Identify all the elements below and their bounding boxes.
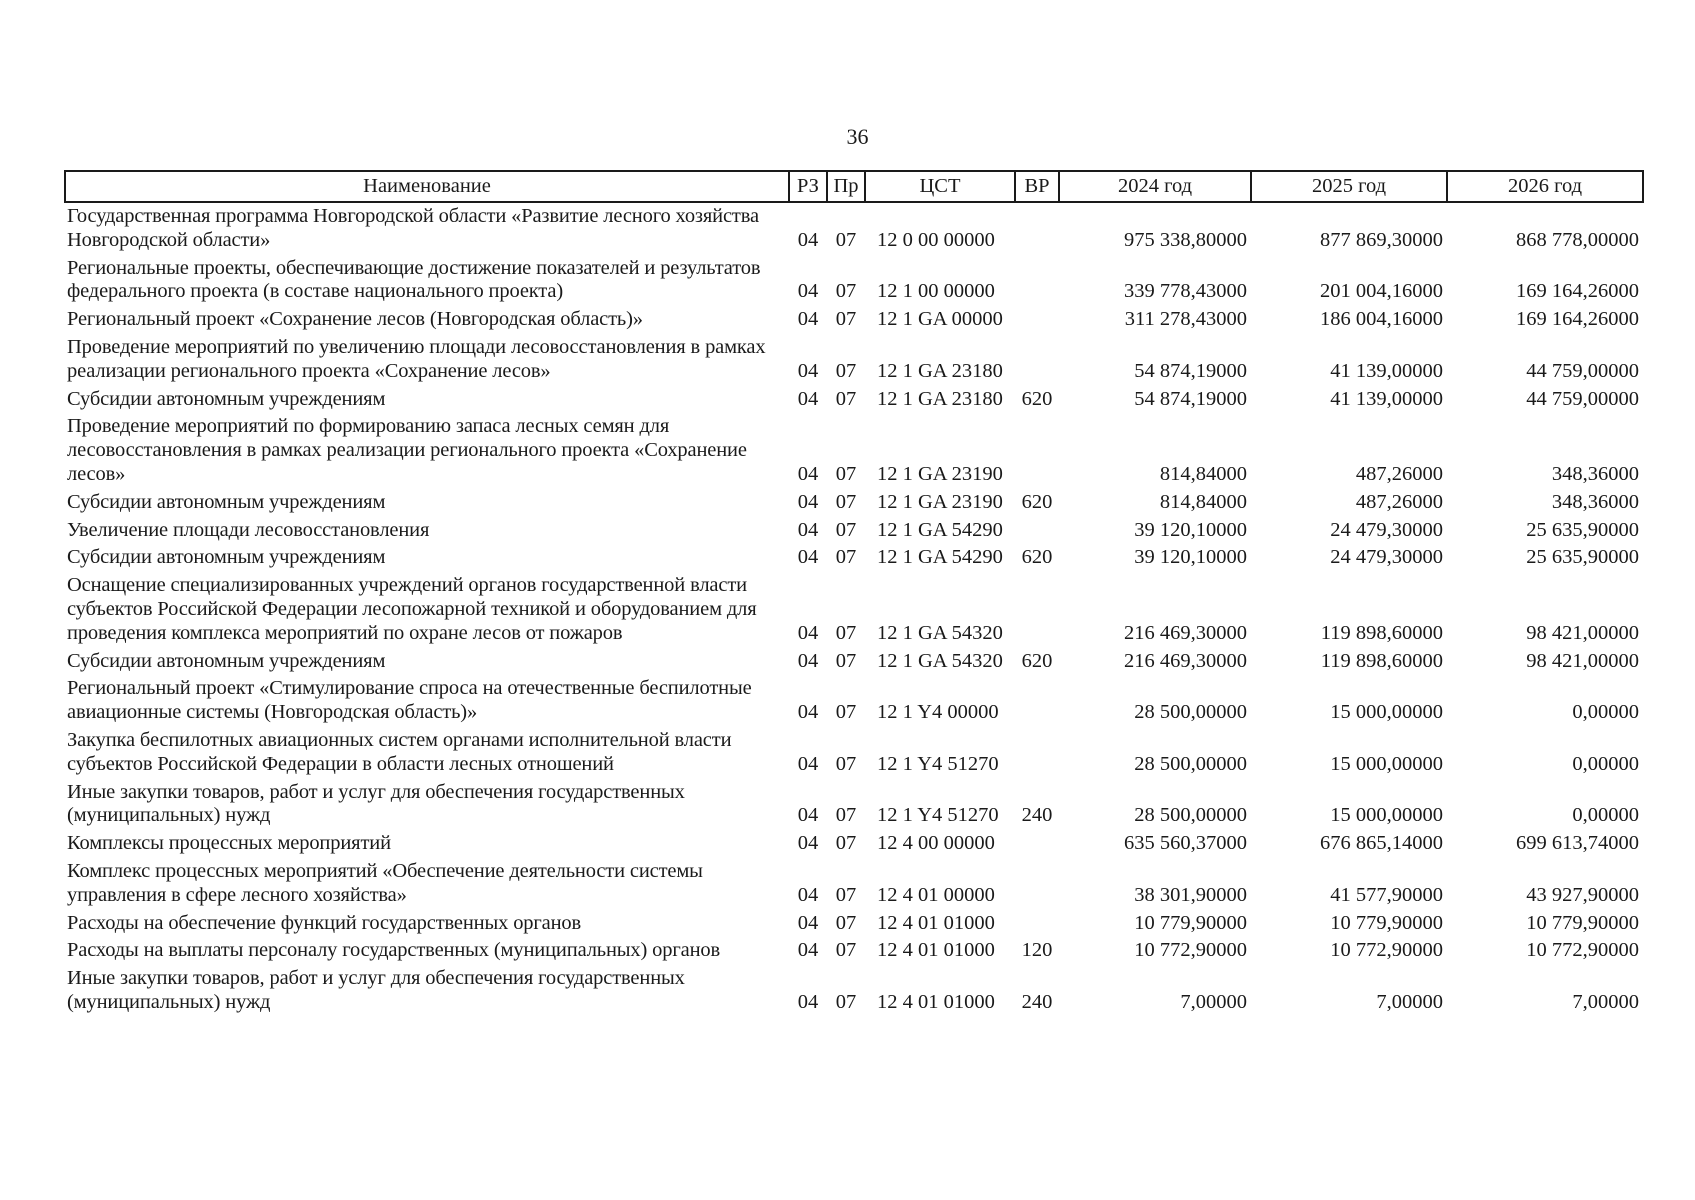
- row-amount-2024: 28 500,00000: [1134, 752, 1247, 775]
- table-row: [65, 858, 1643, 910]
- row-pr: 07: [835, 228, 857, 251]
- row-rz: 04: [797, 832, 819, 855]
- row-vr: 240: [1021, 804, 1053, 827]
- row-rz: 04: [797, 911, 819, 934]
- row-amount-2025: 41 139,00000: [1330, 387, 1443, 410]
- row-pr: 07: [835, 939, 857, 962]
- header-2024: 2024 год: [1059, 171, 1251, 202]
- row-pr: 07: [835, 490, 857, 513]
- row-vr: [1015, 255, 1059, 307]
- row-cst: 12 1 GA 23190: [877, 462, 1003, 485]
- row-name: Расходы на обеспечение функций государственных органов: [67, 911, 582, 934]
- row-pr: 07: [835, 832, 857, 855]
- table-row: [65, 202, 1643, 255]
- row-rz: 04: [797, 621, 819, 644]
- row-name: Региональные проекты, обеспечивающие достижение показателей и результатов федерального проекта (в составе национального проекта): [67, 256, 761, 303]
- row-rz: 04: [797, 701, 819, 724]
- row-name: Комплекс процессных мероприятий «Обеспечение деятельности системы управления в сфере лесного хозяйства»: [67, 859, 703, 906]
- row-vr: [1015, 830, 1059, 858]
- row-cst: 12 4 00 00000: [877, 832, 995, 855]
- row-rz: 04: [797, 883, 819, 906]
- page-number: 36: [846, 124, 869, 149]
- row-amount-2024: 39 120,10000: [1134, 518, 1247, 541]
- row-vr: 620: [1021, 546, 1053, 569]
- table-body: [65, 202, 1643, 1017]
- row-amount-2025: 877 869,30000: [1320, 228, 1443, 251]
- table-row: [65, 306, 1643, 334]
- row-pr: 07: [835, 308, 857, 331]
- row-name: Субсидии автономным учреждениям: [67, 649, 386, 672]
- header-cst: ЦСТ: [865, 171, 1015, 202]
- row-amount-2024: 339 778,43000: [1124, 280, 1247, 303]
- row-rz: 04: [797, 280, 819, 303]
- row-amount-2026: 0,00000: [1572, 701, 1639, 724]
- row-amount-2025: 201 004,16000: [1320, 280, 1443, 303]
- row-cst: 12 1 GA 54320: [877, 621, 1003, 644]
- row-pr: 07: [835, 883, 857, 906]
- row-name: Государственная программа Новгородской области «Развитие лесного хозяйства Новгородской области»: [67, 205, 759, 251]
- row-amount-2026: 0,00000: [1572, 804, 1639, 827]
- row-cst: 12 1 Y4 51270: [877, 752, 999, 775]
- header-vr: ВР: [1015, 171, 1059, 202]
- row-cst: 12 1 GA 23190: [877, 490, 1003, 513]
- row-amount-2025: 186 004,16000: [1320, 308, 1443, 331]
- row-amount-2025: 487,26000: [1355, 490, 1443, 513]
- row-cst: 12 0 00 00000: [877, 228, 995, 251]
- header-2026: 2026 год: [1447, 171, 1643, 202]
- row-vr: [1015, 572, 1059, 647]
- table-row: [65, 517, 1643, 545]
- row-cst: 12 1 Y4 00000: [877, 701, 999, 724]
- row-cst: 12 1 GA 23180: [877, 359, 1003, 382]
- row-amount-2026: 44 759,00000: [1526, 387, 1639, 410]
- row-cst: 12 1 GA 54290: [877, 518, 1003, 541]
- row-rz: 04: [797, 228, 819, 251]
- row-name: Оснащение специализированных учреждений органов государственной власти субъектов Российской Федерации лесопожарной техникой и оборудованием для проведения комплекса мероприятий по охране лесов от пожаров: [67, 574, 757, 644]
- row-name: Субсидии автономным учреждениям: [67, 387, 386, 410]
- row-amount-2025: 10 779,90000: [1330, 911, 1443, 934]
- row-amount-2025: 41 139,00000: [1330, 359, 1443, 382]
- table-row: [65, 910, 1643, 938]
- row-amount-2025: 15 000,00000: [1330, 752, 1443, 775]
- row-name: Увеличение площади лесовосстановления: [67, 518, 430, 541]
- row-name: Региональный проект «Сохранение лесов (Новгородская область)»: [67, 308, 643, 331]
- row-vr: 240: [1021, 990, 1053, 1013]
- row-pr: 07: [835, 752, 857, 775]
- row-name: Комплексы процессных мероприятий: [67, 832, 391, 855]
- row-amount-2024: 7,00000: [1180, 990, 1247, 1013]
- row-amount-2026: 7,00000: [1572, 990, 1639, 1013]
- row-pr: 07: [835, 621, 857, 644]
- row-amount-2026: 25 635,90000: [1526, 518, 1639, 541]
- table-row: [65, 675, 1643, 727]
- row-pr: 07: [835, 387, 857, 410]
- row-rz: 04: [797, 308, 819, 331]
- row-rz: 04: [797, 939, 819, 962]
- row-name: Региональный проект «Стимулирование спроса на отечественные беспилотные авиационные системы (Новгородская область)»: [67, 677, 752, 724]
- header-pr: Пр: [827, 171, 865, 202]
- row-amount-2025: 487,26000: [1355, 462, 1443, 485]
- row-cst: 12 4 01 01000: [877, 939, 995, 962]
- row-amount-2024: 10 779,90000: [1134, 911, 1247, 934]
- row-pr: 07: [835, 701, 857, 724]
- row-amount-2026: 169 164,26000: [1516, 280, 1639, 303]
- row-rz: 04: [797, 462, 819, 485]
- row-name: Проведение мероприятий по формированию запаса лесных семян для лесовосстановления в рамках реализации регионального проекта «Сохранение лесов»: [67, 415, 747, 485]
- row-amount-2025: 119 898,60000: [1320, 649, 1443, 672]
- row-rz: 04: [797, 387, 819, 410]
- row-amount-2026: 98 421,00000: [1526, 649, 1639, 672]
- table-row: [65, 779, 1643, 831]
- row-amount-2026: 25 635,90000: [1526, 546, 1639, 569]
- row-vr: [1015, 910, 1059, 938]
- row-amount-2025: 15 000,00000: [1330, 701, 1443, 724]
- row-amount-2024: 28 500,00000: [1134, 804, 1247, 827]
- row-vr: 620: [1021, 387, 1053, 410]
- table-row: [65, 648, 1643, 676]
- row-cst: 12 1 Y4 51270: [877, 804, 999, 827]
- row-amount-2026: 699 613,74000: [1516, 832, 1639, 855]
- row-name: Иные закупки товаров, работ и услуг для обеспечения государственных (муниципальных) нужд: [67, 780, 685, 827]
- row-rz: 04: [797, 804, 819, 827]
- row-amount-2024: 311 278,43000: [1124, 308, 1247, 331]
- row-name: Субсидии автономным учреждениям: [67, 546, 386, 569]
- row-cst: 12 1 GA 54320: [877, 649, 1003, 672]
- row-pr: 07: [835, 546, 857, 569]
- table-row: [65, 334, 1643, 386]
- row-amount-2025: 24 479,30000: [1330, 546, 1443, 569]
- row-rz: 04: [797, 490, 819, 513]
- row-name: Расходы на выплаты персоналу государственных (муниципальных) органов: [67, 939, 721, 962]
- row-amount-2026: 44 759,00000: [1526, 359, 1639, 382]
- row-pr: 07: [835, 359, 857, 382]
- row-name: Проведение мероприятий по увеличению площади лесовосстановления в рамках реализации регионального проекта «Сохранение лесов»: [67, 335, 766, 382]
- row-amount-2024: 39 120,10000: [1134, 546, 1247, 569]
- row-cst: 12 4 01 01000: [877, 911, 995, 934]
- table-row: [65, 965, 1643, 1017]
- row-rz: 04: [797, 752, 819, 775]
- row-cst: 12 1 GA 54290: [877, 546, 1003, 569]
- row-vr: 620: [1021, 649, 1053, 672]
- row-amount-2024: 635 560,37000: [1124, 832, 1247, 855]
- row-pr: 07: [835, 990, 857, 1013]
- row-amount-2024: 216 469,30000: [1124, 649, 1247, 672]
- row-cst: 12 4 01 01000: [877, 990, 995, 1013]
- table-row: [65, 727, 1643, 779]
- row-amount-2026: 348,36000: [1551, 462, 1639, 485]
- row-amount-2025: 7,00000: [1376, 990, 1443, 1013]
- row-amount-2024: 814,84000: [1159, 490, 1247, 513]
- row-vr: [1015, 306, 1059, 334]
- row-rz: 04: [797, 546, 819, 569]
- table-row: [65, 937, 1643, 965]
- row-vr: 620: [1021, 490, 1053, 513]
- header-name: Наименование: [65, 171, 789, 202]
- row-vr: [1015, 858, 1059, 910]
- row-amount-2024: 54 874,19000: [1134, 359, 1247, 382]
- row-vr: [1015, 675, 1059, 727]
- table-row: [65, 572, 1643, 647]
- row-amount-2024: 10 772,90000: [1134, 939, 1247, 962]
- row-amount-2024: 54 874,19000: [1134, 387, 1247, 410]
- row-pr: 07: [835, 518, 857, 541]
- row-amount-2026: 348,36000: [1551, 490, 1639, 513]
- table-row: [65, 386, 1643, 414]
- table-row: [65, 489, 1643, 517]
- row-rz: 04: [797, 359, 819, 382]
- row-vr: [1015, 202, 1059, 255]
- row-amount-2026: 169 164,26000: [1516, 308, 1639, 331]
- row-amount-2026: 0,00000: [1572, 752, 1639, 775]
- row-name: Иные закупки товаров, работ и услуг для обеспечения государственных (муниципальных) нужд: [67, 967, 685, 1013]
- row-name: Закупка беспилотных авиационных систем органами исполнительной власти субъектов Российской Федерации в области лесных отношений: [67, 728, 732, 775]
- row-pr: 07: [835, 911, 857, 934]
- row-amount-2025: 119 898,60000: [1320, 621, 1443, 644]
- row-amount-2024: 975 338,80000: [1124, 228, 1247, 251]
- table-row: [65, 413, 1643, 488]
- row-pr: 07: [835, 462, 857, 485]
- row-rz: 04: [797, 990, 819, 1013]
- row-amount-2026: 10 772,90000: [1526, 939, 1639, 962]
- row-rz: 04: [797, 649, 819, 672]
- table-row: [65, 544, 1643, 572]
- row-amount-2025: 41 577,90000: [1330, 883, 1443, 906]
- row-cst: 12 4 01 00000: [877, 883, 995, 906]
- row-amount-2025: 15 000,00000: [1330, 804, 1443, 827]
- header-2025: 2025 год: [1251, 171, 1447, 202]
- row-pr: 07: [835, 804, 857, 827]
- row-amount-2025: 676 865,14000: [1320, 832, 1443, 855]
- row-amount-2024: 216 469,30000: [1124, 621, 1247, 644]
- row-vr: [1015, 334, 1059, 386]
- table-row: [65, 830, 1643, 858]
- row-vr: [1015, 727, 1059, 779]
- row-amount-2025: 24 479,30000: [1330, 518, 1443, 541]
- row-vr: 120: [1021, 939, 1053, 962]
- row-vr: [1015, 413, 1059, 488]
- row-amount-2024: 814,84000: [1159, 462, 1247, 485]
- row-amount-2024: 38 301,90000: [1134, 883, 1247, 906]
- budget-table: [64, 170, 1644, 1017]
- row-name: Субсидии автономным учреждениям: [67, 490, 386, 513]
- table-row: [65, 255, 1643, 307]
- row-pr: 07: [835, 649, 857, 672]
- row-amount-2024: 28 500,00000: [1134, 701, 1247, 724]
- table-header-row: [65, 171, 1643, 202]
- row-amount-2026: 98 421,00000: [1526, 621, 1639, 644]
- row-rz: 04: [797, 518, 819, 541]
- row-amount-2026: 43 927,90000: [1526, 883, 1639, 906]
- row-amount-2026: 868 778,00000: [1516, 228, 1639, 251]
- row-amount-2026: 10 779,90000: [1526, 911, 1639, 934]
- row-vr: [1015, 517, 1059, 545]
- row-cst: 12 1 GA 23180: [877, 387, 1003, 410]
- row-cst: 12 1 00 00000: [877, 280, 995, 303]
- header-rz: РЗ: [789, 171, 827, 202]
- row-pr: 07: [835, 280, 857, 303]
- row-cst: 12 1 GA 00000: [877, 308, 1003, 331]
- row-amount-2025: 10 772,90000: [1330, 939, 1443, 962]
